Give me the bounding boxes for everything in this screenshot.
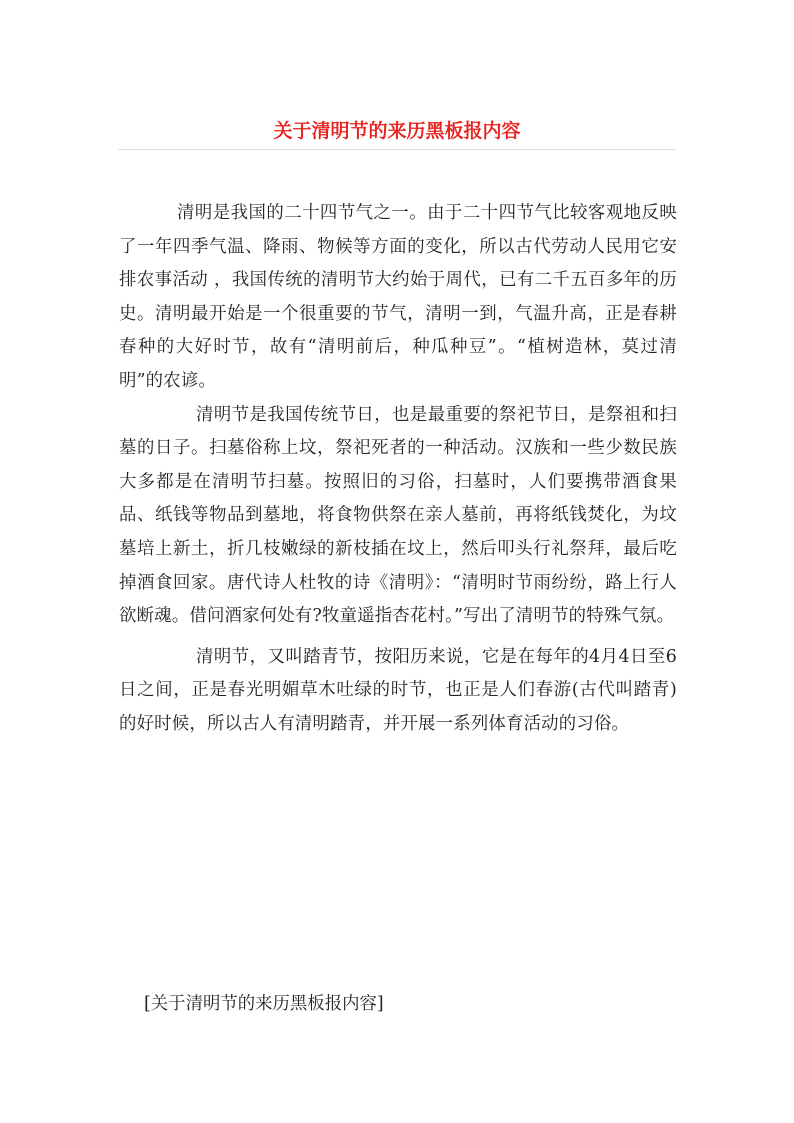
page-title: 关于清明节的来历黑板报内容 [273,119,521,142]
paragraph-spring-outing: 清明节，又叫踏青节，按阳历来说，它是在每年的4月4日至6日之间，正是春光明媚草木吐绿的时节，也正是人们春游(古代叫踏青)的好时候，所以古人有清明踏青，并开展一系列体育活动的习俗。 [119,646,677,734]
paragraph-tomb-sweeping: 清明节是我国传统节日，也是最重要的祭祀节日，是祭祖和扫墓的日子。扫墓俗称上坟，祭祀死者的一种活动。汉族和一些少数民族大多都是在清明节扫墓。按照旧的习俗，扫墓时，人们要携带酒食果品、纸钱等物品到墓地，将食物供祭在亲人墓前，再将纸钱焚化，为坟墓培上新土，折几枝嫩绿的新枝插在坟上，然后叩头行礼祭拜，最后吃掉酒食回家。唐代诗人杜牧的诗《清明》：“清明时节雨纷纷，路上行人欲断魂。借问酒家何处有?牧童遥指杏花村。”写出了清明节的特殊气氛。 [119,404,677,627]
footer-reference: [关于清明节的来历黑板报内容] [144,994,384,1014]
paragraph-solar-term: 清明是我国的二十四节气之一。由于二十四节气比较客观地反映了一年四季气温、降雨、物候等方面的变化，所以古代劳动人民用它安排农事活动 ，我国传统的清明节大约始于周代，已有二千五百多年的历史。清明最开始是一个很重要的节气，清明一到，气温升高，正是春耕春种的大好时节，故有“清明前后，种瓜种豆”。“植树造林，莫过清明”的农谚。 [119,203,677,391]
title-divider [118,149,676,150]
article-body [119,197,677,742]
